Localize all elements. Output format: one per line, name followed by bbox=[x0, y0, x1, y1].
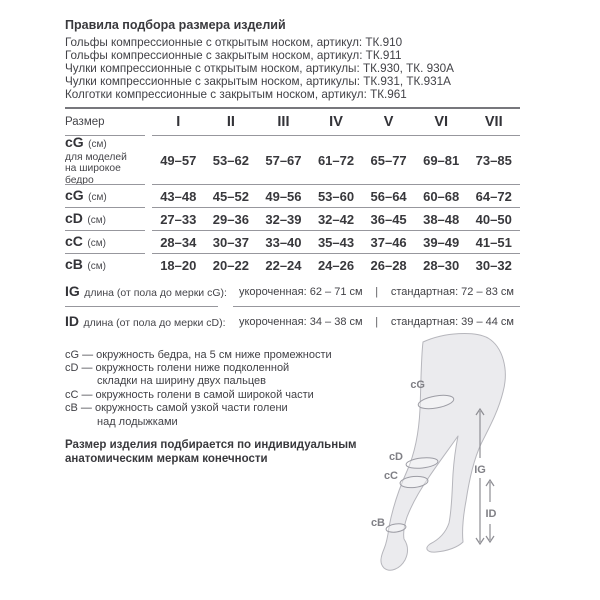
size-value: 60–68 bbox=[423, 188, 460, 204]
size-value: 30–32 bbox=[475, 257, 512, 273]
diagram-label-ig: IG bbox=[474, 464, 486, 476]
size-column-header: III bbox=[277, 114, 290, 131]
row-label bbox=[65, 187, 152, 205]
length-row-values bbox=[233, 316, 520, 328]
measure-code: cG bbox=[65, 133, 84, 150]
size-column-header: VI bbox=[434, 114, 449, 131]
row-label bbox=[65, 210, 152, 228]
size-value: 53–60 bbox=[317, 188, 355, 204]
fitting-note: Размер изделия подбирается по индивидуальным анатомическим меркам конечности bbox=[65, 438, 357, 465]
size-value: 73–85 bbox=[475, 152, 512, 168]
measure-code: cC bbox=[65, 233, 83, 250]
diagram-label-cg: cG bbox=[410, 379, 425, 391]
row-label-note: на широкое bbox=[65, 163, 121, 175]
footnote-cg bbox=[65, 349, 395, 362]
row-label bbox=[65, 256, 152, 274]
length-row-label bbox=[65, 313, 233, 331]
size-value: 65–77 bbox=[370, 152, 407, 168]
length-row-label bbox=[65, 283, 233, 301]
footnote-line: cB — окружность самой узкой части голени bbox=[65, 402, 288, 415]
size-table-header-row bbox=[65, 109, 520, 136]
footnote-line: над лодыжками bbox=[97, 415, 178, 428]
length-row-ig bbox=[65, 277, 520, 307]
footnote-list bbox=[65, 349, 395, 429]
diagram-label-id: ID bbox=[485, 508, 497, 520]
table-row-cc bbox=[65, 231, 520, 254]
size-table bbox=[65, 109, 520, 277]
row-values bbox=[152, 235, 520, 250]
size-value: 37–46 bbox=[370, 234, 407, 250]
diagram-label-cc: cC bbox=[383, 470, 398, 482]
size-value: 35–43 bbox=[317, 234, 355, 250]
article-line: Гольфы компрессионные с открытым носком, артикул: ТК.910 bbox=[65, 36, 403, 49]
measure-unit: (см) bbox=[88, 138, 107, 150]
size-value: 36–45 bbox=[370, 211, 407, 227]
length-label-text: длина (от пола до мерки cG): bbox=[84, 286, 227, 299]
size-value: 38–48 bbox=[423, 211, 460, 227]
size-value: 64–72 bbox=[475, 188, 512, 204]
size-value: 33–40 bbox=[265, 234, 302, 250]
measure-code: cD bbox=[65, 210, 83, 227]
row-values bbox=[152, 153, 520, 168]
size-value: 18–20 bbox=[160, 257, 197, 273]
length-standard-value: стандартная: 39 – 44 см bbox=[390, 315, 514, 328]
size-value: 26–28 bbox=[370, 257, 407, 273]
footnote-line: cD — окружность голени ниже подколенной bbox=[65, 361, 290, 374]
size-value: 40–50 bbox=[475, 211, 512, 227]
size-value: 49–56 bbox=[265, 188, 302, 204]
measure-unit: (см) bbox=[87, 261, 106, 273]
diagram-label-cb: cB bbox=[370, 517, 385, 529]
footnote-line: cG — окружность бедра, на 5 см ниже промежности bbox=[65, 348, 332, 361]
measure-unit: (см) bbox=[87, 215, 106, 227]
size-value: 27–33 bbox=[160, 211, 197, 227]
size-value: 43–48 bbox=[160, 188, 197, 204]
size-column-header: II bbox=[226, 114, 235, 131]
size-value: 22–24 bbox=[265, 257, 302, 273]
row-label bbox=[65, 233, 152, 251]
article-line: Гольфы компрессионные с закрытым носком, артикул: ТК.911 bbox=[65, 48, 402, 62]
measure-code: IG bbox=[65, 282, 80, 299]
length-short-value: укороченная: 34 – 38 см bbox=[239, 315, 363, 328]
measure-code: ID bbox=[65, 312, 79, 329]
size-value: 28–30 bbox=[423, 257, 460, 273]
size-value: 56–64 bbox=[370, 188, 407, 204]
size-value: 69–81 bbox=[423, 152, 460, 168]
row-values bbox=[152, 189, 520, 204]
measure-code: cG bbox=[65, 187, 84, 204]
size-value: 30–37 bbox=[212, 234, 249, 250]
footnote-cb bbox=[65, 402, 395, 429]
footnote-line: cC — окружность голени в самой широкой части bbox=[65, 388, 314, 401]
size-header-cells bbox=[152, 114, 520, 130]
row-label-note: для моделей bbox=[65, 151, 127, 163]
row-values bbox=[152, 258, 520, 273]
size-value: 39–49 bbox=[423, 234, 460, 250]
size-value: 24–26 bbox=[317, 257, 355, 273]
size-value: 49–57 bbox=[160, 152, 197, 168]
measure-code: cB bbox=[65, 256, 83, 273]
length-row-values bbox=[233, 286, 520, 298]
table-row-cd bbox=[65, 208, 520, 231]
size-value: 28–34 bbox=[160, 234, 197, 250]
row-label-note: бедро bbox=[65, 174, 94, 186]
size-table-corner-label: Размер bbox=[65, 116, 105, 129]
size-value: 45–52 bbox=[212, 188, 249, 204]
size-column-header: V bbox=[383, 114, 394, 131]
size-value: 57–67 bbox=[265, 152, 302, 168]
leg-diagram bbox=[365, 330, 575, 598]
row-label bbox=[65, 134, 152, 186]
size-value: 41–51 bbox=[475, 234, 512, 250]
length-standard-value: стандартная: 72 – 83 см bbox=[390, 285, 514, 298]
length-label-text: длина (от пола до мерки cD): bbox=[83, 316, 226, 329]
value-divider: | bbox=[375, 285, 379, 298]
size-value: 32–39 bbox=[265, 211, 302, 227]
row-values bbox=[152, 212, 520, 227]
size-value: 29–36 bbox=[212, 211, 249, 227]
size-column-header: I bbox=[176, 114, 181, 131]
size-column-header: VII bbox=[484, 114, 503, 131]
size-value: 32–42 bbox=[317, 211, 355, 227]
article-line: Чулки компрессионные с закрытым носком, артикулы: ТК.931, ТК.931А bbox=[65, 74, 451, 88]
article-list bbox=[65, 37, 520, 102]
article-line: Чулки компрессионные с открытым носком, артикулы: ТК.930, ТК. 930А bbox=[65, 61, 454, 75]
size-value: 20–22 bbox=[212, 257, 249, 273]
measure-unit: (см) bbox=[88, 192, 107, 204]
length-table bbox=[65, 277, 520, 337]
size-value: 61–72 bbox=[317, 152, 355, 168]
diagram-label-cd: cD bbox=[388, 451, 403, 463]
table-row-cg bbox=[65, 185, 520, 208]
size-value: 53–62 bbox=[212, 152, 249, 168]
table-row-cb bbox=[65, 254, 520, 277]
footnote-cd bbox=[65, 362, 395, 389]
measure-unit: (см) bbox=[87, 238, 106, 250]
footnote-cc bbox=[65, 389, 395, 402]
page-title: Правила подбора размера изделий bbox=[65, 18, 286, 32]
length-short-value: укороченная: 62 – 71 см bbox=[239, 285, 363, 298]
table-row-cg-wide-hip bbox=[65, 133, 520, 186]
size-column-header: IV bbox=[329, 114, 343, 131]
article-line: Колготки компрессионные с закрытым носком, артикул: ТК.961 bbox=[65, 87, 407, 101]
footnote-line: складки на ширину двух пальцев bbox=[97, 375, 266, 388]
value-divider: | bbox=[375, 315, 379, 328]
